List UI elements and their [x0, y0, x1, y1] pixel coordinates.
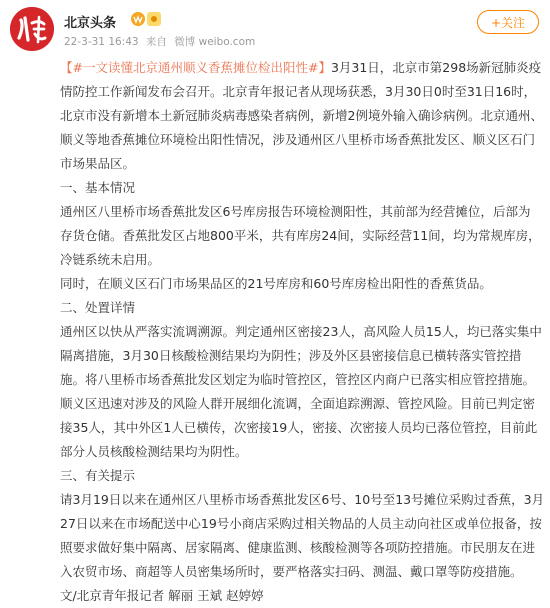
post-line: 顺义等地香蕉摊位环境检出阳性情况，涉及通州区八里桥市场香蕉批发区、顺义区石门 — [60, 132, 536, 147]
section-heading: 三、有关提示 — [60, 468, 136, 483]
post-timestamp[interactable]: 22-3-31 16:43 — [64, 36, 139, 48]
post-line: 请3月19日以来在通州区八里桥市场香蕉批发区6号、10号至13号摊位采购过香蕉，3月 — [60, 492, 545, 507]
section-heading: 一、基本情况 — [60, 180, 136, 195]
post-body — [60, 56, 545, 608]
post-line: 通州区八里桥市场香蕉批发区6号库房报告环境检测阳性，其前部为经营摊位，后部为 — [60, 204, 531, 219]
post-line: 存货仓储。香蕉批发区占地800平米，共有库房24间，实际经营11间，均为常规库房， — [60, 228, 541, 243]
topic-link[interactable]: 【#一文读懂北京通州顺义香蕉摊位检出阳性#】 — [60, 60, 331, 75]
post-meta — [64, 34, 259, 49]
follow-button[interactable]: +关注 — [477, 10, 539, 34]
level-badge-icon — [147, 12, 161, 26]
post-line: 情防控工作新闻发布会召开。北京青年报记者从现场获悉，3月30日0时至31日16时， — [60, 84, 537, 99]
post-line: 顺义区迅速对涉及的风险人群开展细化流调，全面追踪溯源、管控风险。目前已判定密 — [60, 396, 536, 411]
post-line: 【#一文读懂北京通州顺义香蕉摊位检出阳性#】3月31日，北京市第298场新冠肺炎疫 — [60, 60, 542, 75]
vip-badge-icon — [131, 12, 145, 26]
post-line: 施。将八里桥市场香蕉批发区划定为临时管控区，管控区内商户已落实相应管控措施。 — [60, 372, 536, 387]
post-line: 隔离措施，3月30日核酸检测结果均为阴性；涉及外区县密接信息已横转落实管控措 — [60, 348, 522, 363]
avatar[interactable] — [10, 7, 54, 51]
section-heading: 二、处置详情 — [60, 300, 136, 315]
post-line: 27日以来在市场配送中心19号小商店采购过相关物品的人员主动向社区或单位报备，按 — [60, 516, 542, 531]
post-line: 北京市没有新增本土新冠肺炎病毒感染者病例，新增2例境外输入确诊病例。北京通州、 — [60, 108, 543, 123]
post-source[interactable]: 微博 weibo.com — [174, 36, 256, 48]
post-line: 通州区以快从严落实流调溯源。判定通州区密接23人，高风险人员15人，均已落实集中 — [60, 324, 542, 339]
post-line: 接35人，其中外区1人已横传，次密接19人，密接、次密接人员均已落位管控，目前此 — [60, 420, 538, 435]
post-line: 入农贸市场、商超等人员密集场所时，要严格落实扫码、测温、戴口罩等防疫措施。 — [60, 564, 523, 579]
post-line: 同时，在顺义区石门市场果品区的21号库房和60号库房检出阳性的香蕉货品。 — [60, 276, 492, 291]
post-line: 部分人员核酸检测结果均为阴性。 — [60, 444, 248, 459]
post-line: 照要求做好集中隔离、居家隔离、健康监测、核酸检测等各项防控措施。市民朋友在进 — [60, 540, 536, 555]
source-prefix: 来自 — [145, 36, 167, 48]
avatar-logo-icon — [10, 7, 54, 51]
post-line: 市场果品区。 — [60, 156, 136, 171]
post-byline: 文/北京青年报记者 解丽 王斌 赵婷婷 — [60, 588, 264, 603]
post-line: 冷链系统未启用。 — [60, 252, 161, 267]
author-name[interactable]: 北京头条 — [64, 16, 117, 31]
author-badges — [131, 12, 161, 26]
